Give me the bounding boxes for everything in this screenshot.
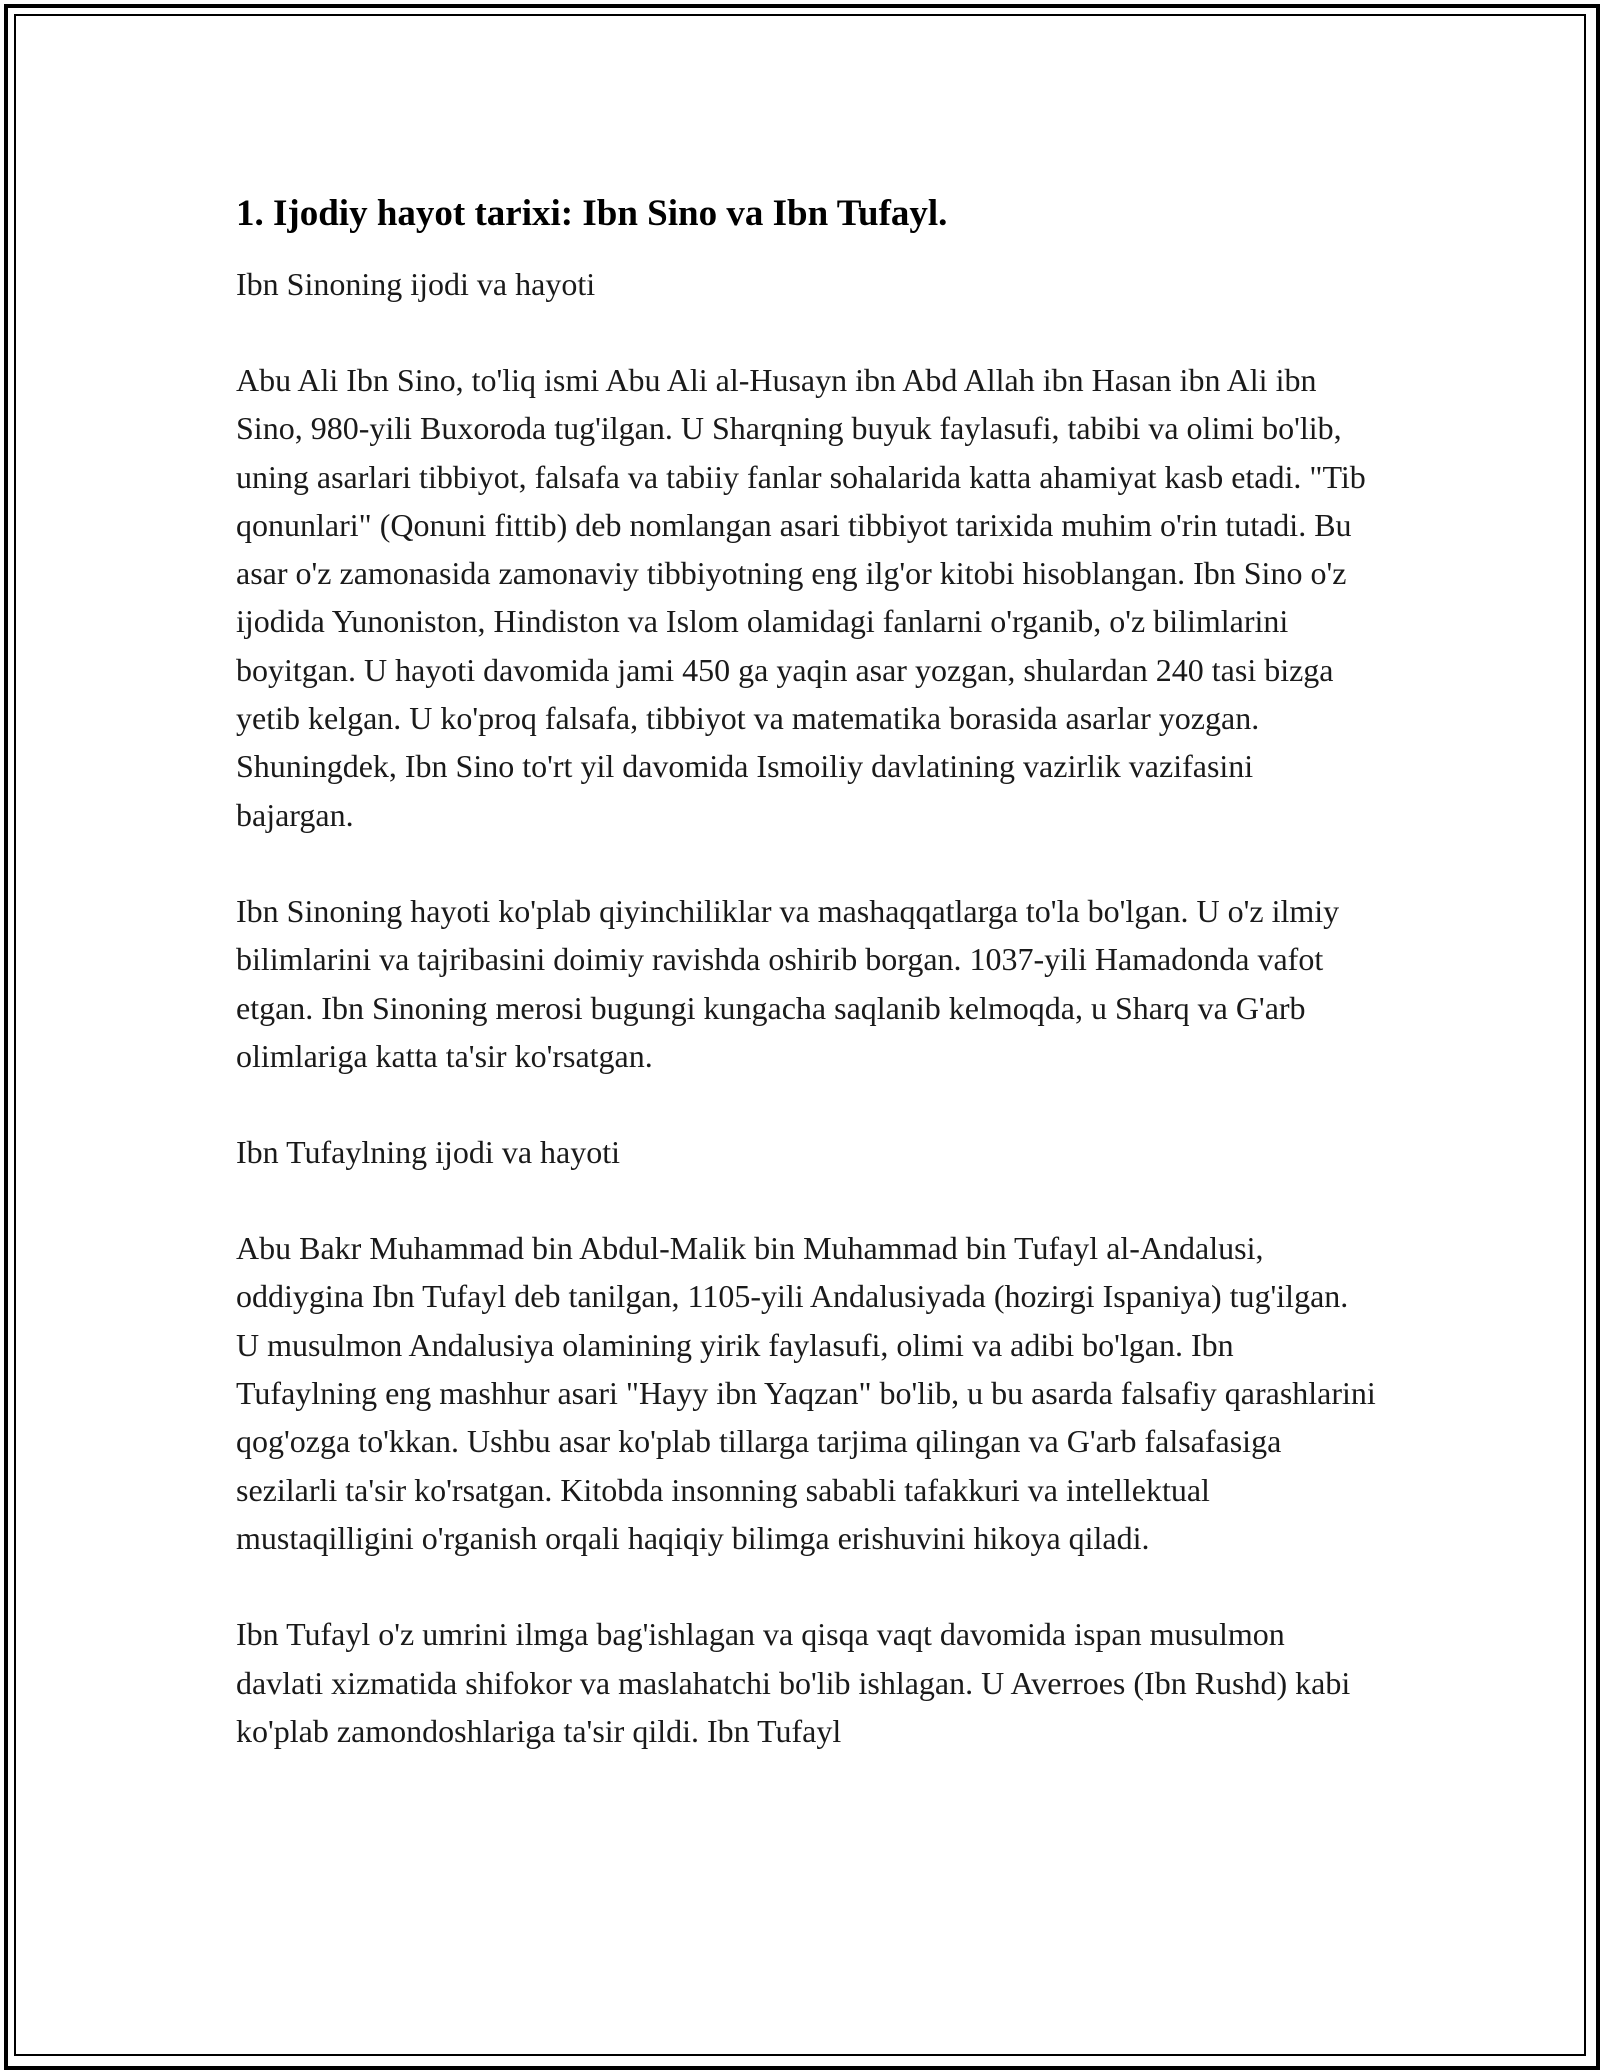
paragraph: Abu Bakr Muhammad bin Abdul-Malik bin Muhammad bin Tufayl al-Andalusi, oddiygina Ibn Tufayl deb tanilgan, 1105-yili Andalusiyada (hozirgi Ispaniya) tug'ilgan. U musulmon Andalusiya olamining yirik faylasufi, olimi va adibi bo'lgan. Ibn Tufaylning eng mashhur asari "Hayy ibn Yaqzan" bo'lib, u bu asarda falsafiy qarashlarini qog'ozga to'kkan. Ushbu asar ko'plab tillarga tarjima qilingan va G'arb falsafasiga sezilarli ta'sir ko'rsatgan. Kitobda insonning sababli tafakkuri va intellektual mustaqilligini o'rganish orqali haqiqiy bilimga erishuvini hikoya qiladi. [236, 1230, 1376, 1556]
section-subheading: Ibn Tufaylning ijodi va hayoti [236, 1134, 620, 1171]
document-heading: 1. Ijodiy hayot tarixi: Ibn Sino va Ibn Tufayl. [236, 193, 948, 234]
document-body [236, 190, 1376, 1803]
section-subheading: Ibn Sinoning ijodi va hayoti [236, 266, 596, 302]
paragraph: Ibn Sinoning hayoti ko'plab qiyinchiliklar va mashaqqatlarga to'la bo'lgan. U o'z ilmiy bilimlarini va tajribasini doimiy ravishda oshirib borgan. 1037-yili Hamadonda vafot etgan. Ibn Sinoning merosi bugungi kungacha saqlanib kelmoqda, u Sharq va G'arb olimlariga katta ta'sir ko'rsatgan. [236, 892, 1340, 1074]
section-ibn-tufayl [236, 1128, 1376, 1755]
paragraph: Abu Ali Ibn Sino, to'liq ismi Abu Ali al-Husayn ibn Abd Allah ibn Hasan ibn Ali ibn Sino, 980-yili Buxoroda tug'ilgan. U Sharqning buyuk faylasufi, tabibi va olimi bo'lib, uning asarlari tibbiyot, falsafa va tabiiy fanlar sohalarida katta ahamiyat kasb etadi. "Tib qonunlari" (Qonuni fittib) deb nomlangan asari tibbiyot tarixida muhim o'rin tutadi. Bu asar o'z zamonasida zamonaviy tibbiyotning eng ilg'or kitobi hisoblangan. Ibn Sino o'z ijodida Yunoniston, Hindiston va Islom olamidagi fanlarni o'rganib, o'z bilimlarini boyitgan. U hayoti davomida jami 450 ga yaqin asar yozgan, shulardan 240 tasi bizga yetib kelgan. U ko'proq falsafa, tibbiyot va matematika borasida asarlar yozgan. Shuningdek, Ibn Sino to'rt yil davomida Ismoiliy davlatining vazirlik vazifasini bajargan. [236, 362, 1366, 833]
paragraph: Ibn Tufayl o'z umrini ilmga bag'ishlagan va qisqa vaqt davomida ispan musulmon davlati xizmatida shifokor va maslahatchi bo'lib ishlagan. U Averroes (Ibn Rushd) kabi ko'plab zamondoshlariga ta'sir qildi. Ibn Tufayl [236, 1616, 1351, 1749]
section-ibn-sino [236, 260, 1376, 1080]
